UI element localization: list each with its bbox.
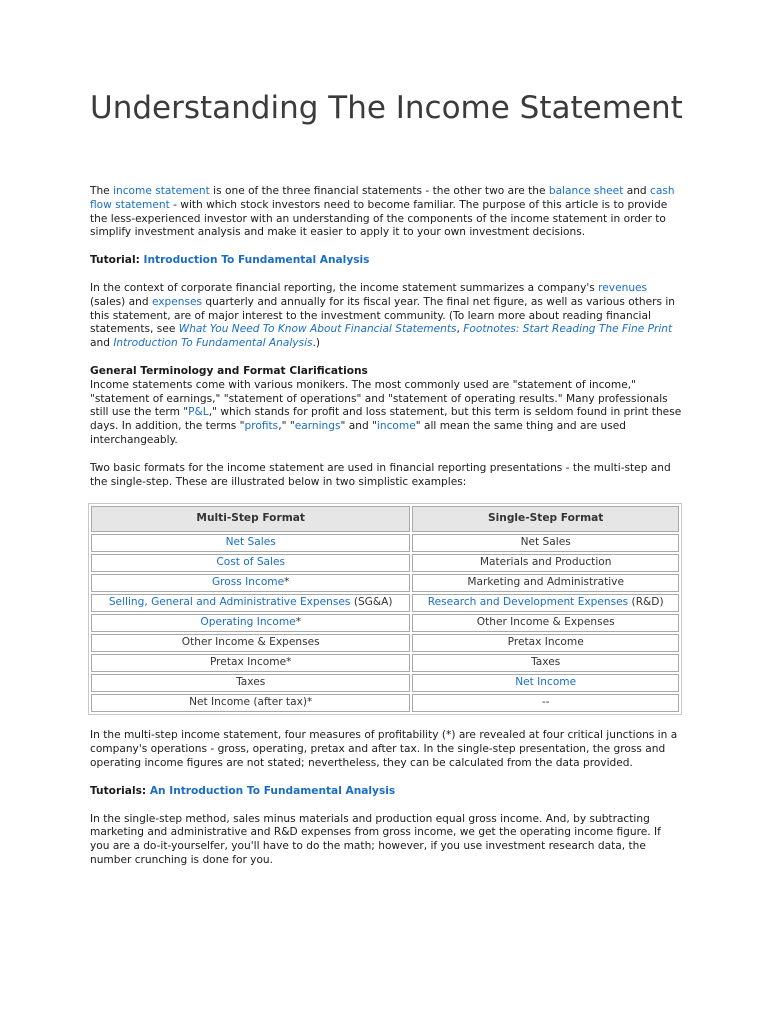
financial-statements-article-link[interactable]: What You Need To Know About Financial Statements [178, 323, 457, 336]
fundamental-analysis-article-link[interactable]: Introduction To Fundamental Analysis [113, 337, 313, 350]
format-comparison-table [88, 503, 682, 715]
cell-text: Taxes [531, 656, 561, 669]
multi-step-cell [91, 694, 410, 712]
single-step-paragraph: In the single-step method, sales minus materials and production equal gross income. And, by subtracting marketing and administrative and R&D expenses from gross income, we get the operating income figure. If you are a do-it-yourselfer, you'll have to do the math; however, if you use investment research data, the number crunching is done for you. [90, 812, 661, 866]
expenses-link[interactable]: expenses [151, 295, 203, 308]
tutorial-line: Tutorial: Introduction To Fundamental Analysis [90, 254, 370, 267]
cell-text: -- [541, 696, 550, 709]
tutorials-line: Tutorials: An Introduction To Fundamental Analysis [90, 784, 396, 797]
tutorial-link[interactable]: Introduction To Fundamental Analysis [143, 254, 370, 267]
cell-text[interactable]: Selling, General and Administrative Expenses [108, 596, 351, 609]
cell-text: Other Income & Expenses [476, 616, 615, 629]
cell-text: Marketing and Administrative [467, 576, 624, 589]
article-body [90, 185, 682, 882]
multi-step-header: Multi-Step Format [91, 506, 410, 532]
single-step-cell [412, 534, 679, 552]
cell-text[interactable]: Gross Income [211, 576, 285, 589]
intro-paragraph: The income statement is one of the three financial statements - the other two are the balance sheet and cash flow statement - with which stock investors need to become familiar. The purpose of this article is to provide the less-experienced investor with an understanding of the components of the income statement in order to simplify investment analysis and make it easier to apply it to your own investment decisions. [90, 185, 675, 239]
tutorials-link[interactable]: An Introduction To Fundamental Analysis [149, 784, 396, 797]
table-row [91, 634, 679, 652]
table-body [91, 534, 679, 712]
section-heading: General Terminology and Format Clarifications [90, 364, 368, 377]
profitability-paragraph: In the multi-step income statement, four measures of profitability (*) are revealed at four critical junctions in a company's operations - gross, operating, pretax and after tax. In the single-step presentation, the gross and operating income figures are not stated; nevertheless, they can be calculated from the data provided. [90, 729, 678, 769]
income-statement-link[interactable]: income statement [113, 185, 210, 197]
formats-paragraph: Two basic formats for the income statement are used in financial reporting presentations - the multi-step and the single-step. These are illustrated below in two simplistic examples: [90, 461, 671, 488]
earnings-link[interactable]: earnings [294, 420, 341, 433]
context-paragraph: In the context of corporate financial reporting, the income statement summarizes a company's revenues (sales) and expenses quarterly and annually for its fiscal year. The final net figure, as well as various others in this statement, are of major interest to the investment community. (To learn more about reading financial statements, see What You Need To Know About Financial Statements, Footnotes: Start Reading The Fine Print and Introduction To Fundamental Analysis.) [90, 281, 676, 350]
cell-text[interactable]: Research and Development Expenses [427, 596, 629, 609]
single-step-cell [412, 594, 679, 612]
table-row [91, 614, 679, 632]
multi-step-cell [91, 634, 410, 652]
cell-text: Other Income & Expenses [181, 636, 320, 649]
cell-text[interactable]: Net Income [515, 676, 577, 689]
pl-link[interactable]: P&L [188, 406, 209, 419]
cash-flow-statement-link[interactable]: cash flow statement [90, 185, 675, 211]
terminology-paragraph: Income statements come with various monikers. The most commonly used are "statement of income," "statement of earnings," "statement of operations" and "statement of operating results." Many professionals still use the term "P&L," which stands for profit and loss statement, but this term is seldom found in print these days. In addition, the terms "profits," "earnings" and "income" all mean the same thing and are used interchangeably. [90, 378, 682, 446]
multi-step-cell [91, 594, 410, 612]
table-row [91, 574, 679, 592]
cell-text: Net Sales [520, 536, 571, 549]
multi-step-cell [91, 654, 410, 672]
single-step-header: Single-Step Format [412, 506, 679, 532]
cell-text: Pretax Income [507, 636, 584, 649]
profits-link[interactable]: profits [244, 420, 279, 433]
page-title: Understanding The Income Statement [90, 90, 683, 126]
income-link[interactable]: income [376, 420, 416, 433]
revenues-link[interactable]: revenues [598, 281, 648, 294]
single-step-cell [412, 634, 679, 652]
single-step-cell [412, 654, 679, 672]
table-row [91, 534, 679, 552]
single-step-cell [412, 554, 679, 572]
cell-suffix: * [284, 576, 290, 589]
cell-suffix: (SG&A) [350, 596, 393, 609]
table-row [91, 674, 679, 692]
cell-text[interactable]: Net Sales [225, 536, 276, 549]
table-row [91, 594, 679, 612]
cell-text: Taxes [236, 676, 266, 689]
single-step-cell [412, 614, 679, 632]
cell-text[interactable]: Operating Income [200, 616, 296, 629]
cell-suffix: (R&D) [628, 596, 664, 609]
table-row [91, 654, 679, 672]
balance-sheet-link[interactable]: balance sheet [548, 185, 624, 197]
single-step-cell [412, 574, 679, 592]
multi-step-cell [91, 534, 410, 552]
multi-step-cell [91, 574, 410, 592]
multi-step-cell [91, 674, 410, 692]
cell-text: Pretax Income* [209, 656, 292, 669]
multi-step-cell [91, 614, 410, 632]
cell-text: Materials and Production [479, 556, 612, 569]
cell-suffix: * [295, 616, 301, 629]
table-header-row [91, 506, 679, 532]
cell-text: Net Income (after tax)* [189, 696, 313, 709]
single-step-cell [412, 674, 679, 692]
cell-text[interactable]: Cost of Sales [216, 556, 286, 569]
table-row [91, 554, 679, 572]
table-row [91, 694, 679, 712]
multi-step-cell [91, 554, 410, 572]
single-step-cell [412, 694, 679, 712]
footnotes-article-link[interactable]: Footnotes: Start Reading The Fine Print [463, 323, 673, 336]
